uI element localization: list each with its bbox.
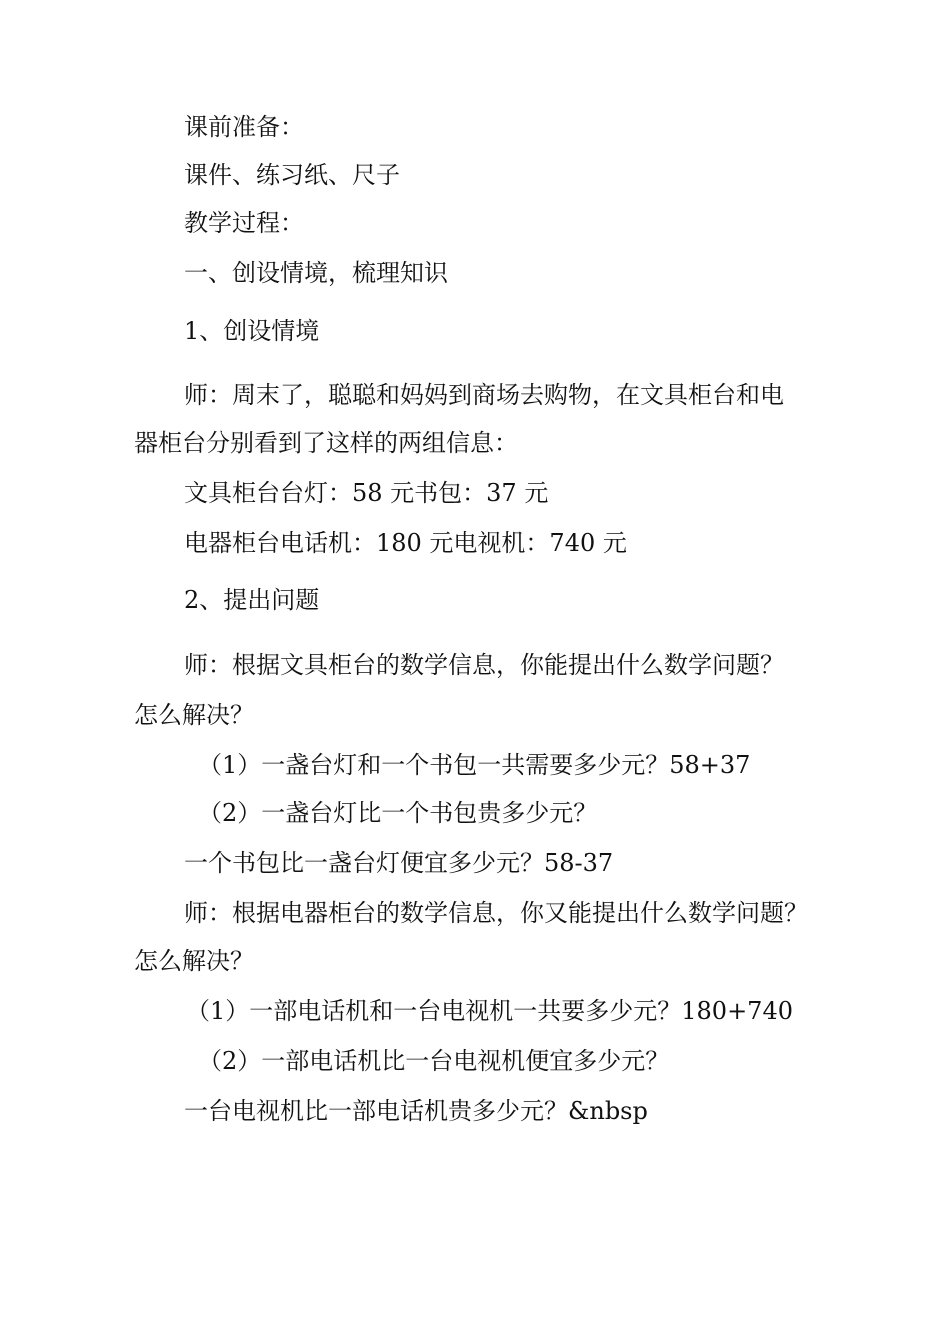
paragraph-line: 怎么解决？ <box>134 947 254 975</box>
question-item: （2）一部电话机比一台电视机便宜多少元？ <box>198 1047 670 1075</box>
step-one-heading: 1、创设情境 <box>184 317 320 345</box>
question-item: 一台电视机比一部电话机贵多少元？&nbsp <box>184 1097 648 1125</box>
paragraph-line: 器柜台分别看到了这样的两组信息： <box>134 429 518 457</box>
prep-materials: 课件、练习纸、尺子 <box>184 161 400 189</box>
question-item: （2）一盏台灯比一个书包贵多少元？ <box>198 799 598 827</box>
question-item: （1）一部电话机和一台电视机一共要多少元？180+740 <box>186 997 793 1025</box>
paragraph-line: 师：根据电器柜台的数学信息，你又能提出什么数学问题？ <box>184 899 808 927</box>
question-item: （1）一盏台灯和一个书包一共需要多少元？58+37 <box>198 751 751 779</box>
section-one-heading: 一、创设情境，梳理知识 <box>184 259 448 287</box>
paragraph-line: 师：根据文具柜台的数学信息，你能提出什么数学问题？ <box>184 651 784 679</box>
appliance-info: 电器柜台电话机：180 元电视机：740 元 <box>184 529 627 557</box>
paragraph-line: 师：周末了，聪聪和妈妈到商场去购物，在文具柜台和电 <box>184 381 784 409</box>
question-item: 一个书包比一盏台灯便宜多少元？58-37 <box>184 849 614 877</box>
paragraph-line: 怎么解决？ <box>134 701 254 729</box>
prep-heading: 课前准备： <box>184 113 304 141</box>
stationery-info: 文具柜台台灯：58 元书包：37 元 <box>184 479 549 507</box>
step-two-heading: 2、提出问题 <box>184 586 320 614</box>
process-heading: 教学过程： <box>184 209 304 237</box>
